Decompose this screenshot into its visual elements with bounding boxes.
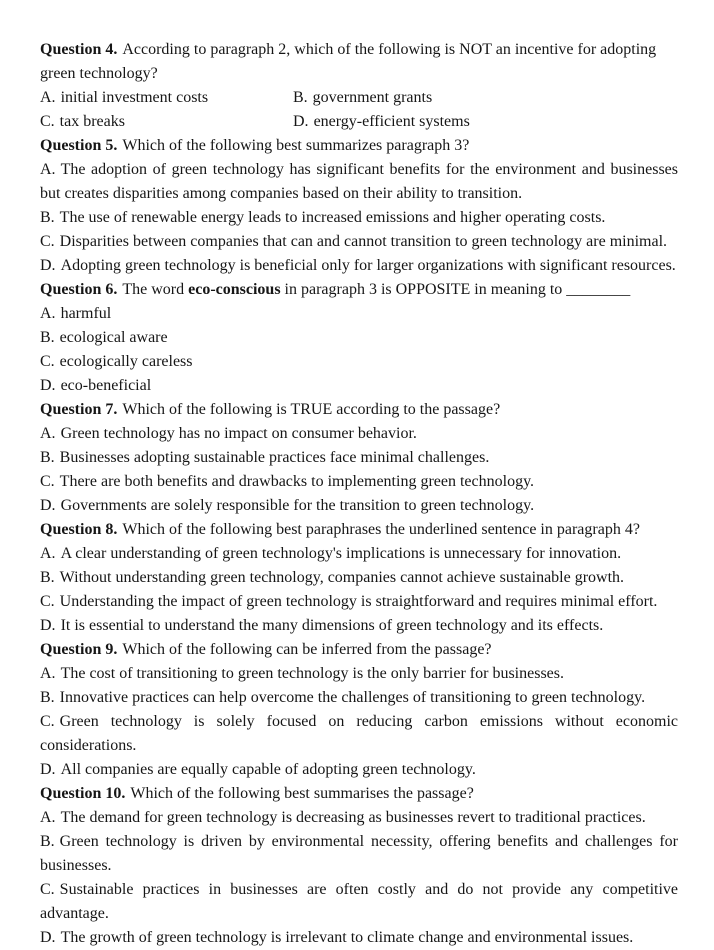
question-stem	[40, 38, 678, 86]
question-stem-text	[122, 521, 640, 538]
option-text: There are both benefits and drawbacks to implementing green technology.	[59, 473, 535, 490]
option-text: Without understanding green technology, companies cannot achieve sustainable growth.	[59, 569, 625, 586]
question-stem-text	[122, 137, 469, 154]
option-text: Green technology is solely focused on reducing carbon emissions without economic considerations.	[40, 713, 678, 754]
question-number: Question 8.	[40, 521, 118, 538]
answer-options	[40, 158, 678, 278]
option-label: C.	[40, 593, 55, 610]
question-list	[40, 38, 678, 950]
answer-option	[40, 566, 678, 590]
option-label: D.	[40, 617, 56, 634]
question-number: Question 6.	[40, 281, 118, 298]
option-label: C.	[40, 713, 55, 730]
option-text: The demand for green technology is decreasing as businesses revert to traditional practices.	[60, 809, 646, 826]
option-label: A.	[40, 545, 56, 562]
option-text: The cost of transitioning to green technology is the only barrier for businesses.	[60, 665, 564, 682]
stem-text-segment: Which of the following best paraphrases the underlined sentence in paragraph 4?	[122, 521, 640, 538]
question-stem-text	[122, 641, 491, 658]
question-block	[40, 638, 678, 782]
option-text: It is essential to understand the many dimensions of green technology and its effects.	[60, 617, 604, 634]
question-block	[40, 38, 678, 134]
option-text: Green technology is driven by environmental necessity, offering benefits and challenges for businesses.	[40, 833, 678, 874]
question-number: Question 5.	[40, 137, 118, 154]
option-text: Businesses adopting sustainable practices face minimal challenges.	[59, 449, 490, 466]
option-label: D.	[40, 761, 56, 778]
stem-text-segment: The word	[122, 281, 189, 298]
answer-option	[293, 86, 678, 110]
option-label: B.	[293, 89, 308, 106]
option-label: A.	[40, 161, 56, 178]
answer-option	[40, 758, 678, 782]
option-text: Disparities between companies that can and cannot transition to green technology are minimal.	[59, 233, 668, 250]
answer-option	[40, 590, 678, 614]
stem-text-segment: Which of the following is TRUE according to the passage?	[122, 401, 501, 418]
answer-option	[40, 374, 678, 398]
option-label: B.	[40, 833, 55, 850]
option-label: C.	[40, 233, 55, 250]
answer-option	[40, 470, 678, 494]
option-label: C.	[40, 881, 55, 898]
stem-bold-term: eco-conscious	[188, 281, 281, 298]
option-text: Green technology has no impact on consumer behavior.	[60, 425, 417, 442]
stem-text-segment: According to paragraph 2, which of the following is NOT an incentive for adopting green technology?	[40, 41, 657, 82]
option-text: ecologically careless	[59, 353, 193, 370]
stem-text-segment: Which of the following can be inferred from the passage?	[122, 641, 492, 658]
answer-option	[40, 878, 678, 926]
stem-text-segment: Which of the following best summarizes paragraph 3?	[122, 137, 470, 154]
question-block	[40, 398, 678, 518]
option-text: Adopting green technology is beneficial only for larger organizations with significant resources.	[60, 257, 676, 274]
option-label: A.	[40, 809, 56, 826]
option-label: A.	[40, 305, 56, 322]
answer-option	[40, 662, 678, 686]
question-stem-text	[40, 41, 656, 82]
question-stem	[40, 134, 678, 158]
question-block	[40, 134, 678, 278]
option-text: ecological aware	[59, 329, 168, 346]
answer-options	[40, 302, 678, 398]
option-label: D.	[40, 929, 56, 946]
option-label: D.	[40, 257, 56, 274]
answer-options	[40, 86, 678, 134]
answer-option	[40, 158, 678, 206]
answer-option	[40, 110, 293, 134]
question-stem	[40, 638, 678, 662]
option-text: government grants	[312, 89, 433, 106]
option-text: All companies are equally capable of adopting green technology.	[60, 761, 476, 778]
stem-text-segment: in paragraph 3 is OPPOSITE in meaning to ________	[280, 281, 631, 298]
answer-option	[40, 350, 678, 374]
option-label: C.	[40, 473, 55, 490]
option-text: tax breaks	[59, 113, 125, 130]
answer-options	[40, 542, 678, 638]
option-label: B.	[40, 329, 55, 346]
answer-option	[40, 830, 678, 878]
question-number: Question 9.	[40, 641, 118, 658]
question-stem-text	[122, 281, 630, 298]
question-block	[40, 518, 678, 638]
question-number: Question 10.	[40, 785, 126, 802]
answer-option	[40, 86, 293, 110]
answer-options	[40, 806, 678, 950]
answer-options	[40, 662, 678, 782]
option-text: eco-beneficial	[60, 377, 152, 394]
answer-option	[40, 254, 678, 278]
option-text: The adoption of green technology has significant benefits for the environment and businesses but creates disparities among companies based on their ability to transition.	[40, 161, 678, 202]
answer-option	[40, 710, 678, 758]
question-number: Question 7.	[40, 401, 118, 418]
question-number: Question 4.	[40, 41, 118, 58]
answer-option	[40, 926, 678, 950]
option-label: C.	[40, 113, 55, 130]
answer-option	[40, 806, 678, 830]
option-label: A.	[40, 665, 56, 682]
stem-text-segment: Which of the following best summarises the passage?	[130, 785, 474, 802]
answer-options	[40, 422, 678, 518]
option-label: D.	[40, 377, 56, 394]
option-text: energy-efficient systems	[313, 113, 470, 130]
option-text: The growth of green technology is irrelevant to climate change and environmental issues.	[60, 929, 634, 946]
answer-option	[40, 494, 678, 518]
question-stem-text	[122, 401, 500, 418]
question-stem	[40, 782, 678, 806]
question-block	[40, 278, 678, 398]
question-stem	[40, 398, 678, 422]
option-label: B.	[40, 689, 55, 706]
option-label: A.	[40, 89, 56, 106]
answer-option	[40, 446, 678, 470]
answer-option	[293, 110, 678, 134]
option-label: B.	[40, 449, 55, 466]
answer-option	[40, 302, 678, 326]
question-stem	[40, 518, 678, 542]
option-label: B.	[40, 569, 55, 586]
answer-option	[40, 422, 678, 446]
answer-option	[40, 326, 678, 350]
option-text: Sustainable practices in businesses are often costly and do not provide any competitive advantage.	[40, 881, 678, 922]
option-text: The use of renewable energy leads to increased emissions and higher operating costs.	[59, 209, 606, 226]
question-stem	[40, 278, 678, 302]
option-text: initial investment costs	[60, 89, 209, 106]
option-label: B.	[40, 209, 55, 226]
option-text: A clear understanding of green technology's implications is unnecessary for innovation.	[60, 545, 622, 562]
question-stem-text	[130, 785, 473, 802]
option-label: D.	[40, 497, 56, 514]
answer-option	[40, 542, 678, 566]
answer-option	[40, 230, 678, 254]
option-text: Governments are solely responsible for the transition to green technology.	[60, 497, 535, 514]
option-text: Understanding the impact of green technology is straightforward and requires minimal effort.	[59, 593, 658, 610]
answer-option	[40, 206, 678, 230]
option-label: A.	[40, 425, 56, 442]
option-label: C.	[40, 353, 55, 370]
answer-option	[40, 614, 678, 638]
question-block	[40, 782, 678, 950]
option-text: harmful	[60, 305, 112, 322]
answer-option	[40, 686, 678, 710]
option-label: D.	[293, 113, 309, 130]
option-text: Innovative practices can help overcome the challenges of transitioning to green technology.	[59, 689, 646, 706]
